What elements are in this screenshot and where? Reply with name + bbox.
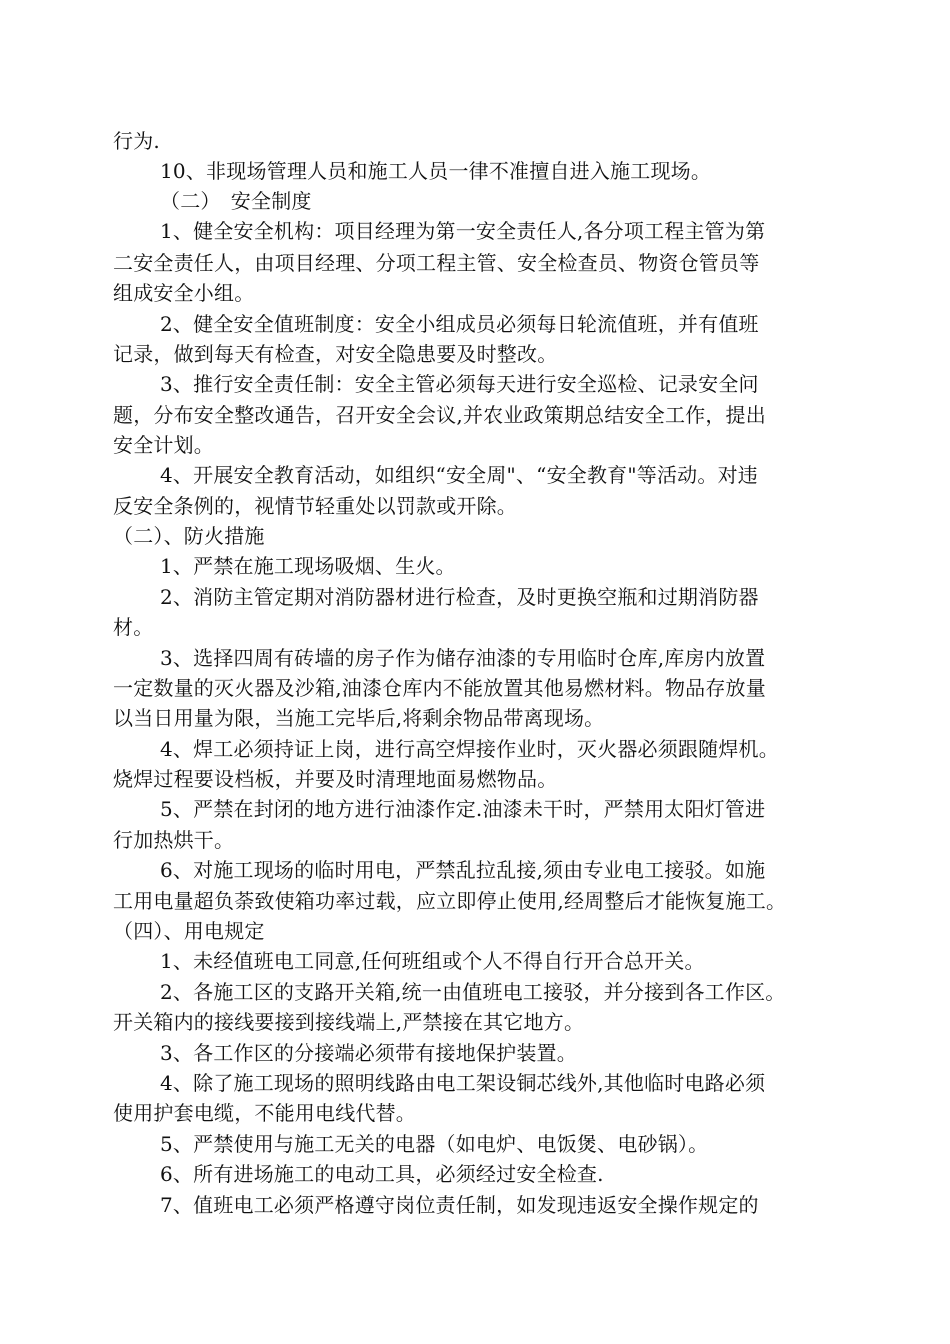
text-line: 2、各施工区的支路开关箱,统一由值班电工接驳，并分接到各工作区。 [160,980,786,1004]
text-line: 安全计划。 [113,433,214,457]
text-line: 4、开展安全教育活动，如组织“安全周"、“安全教育"等活动。对违 [160,463,758,487]
text-line: 2、消防主管定期对消防器材进行检查，及时更换空瓶和过期消防器 [160,585,759,609]
text-line: 材。 [113,615,154,639]
text-line: 4、除了施工现场的照明线路由电工架设铜芯线外,其他临时电路必须 [160,1071,766,1095]
text-line: 烧焊过程要设档板，并要及时清理地面易燃物品。 [113,767,558,791]
text-line: 使用护套电缆，不能用电线代替。 [113,1101,416,1125]
text-line: 一定数量的灭火器及沙箱,油漆仓库内不能放置其他易燃材料。物品存放量 [113,676,766,700]
text-line: 5、严禁在封闭的地方进行油漆作定.油漆未干时，严禁用太阳灯管进 [160,797,766,821]
text-line: 行加热烘干。 [113,828,235,852]
text-line: 组成安全小组。 [113,281,255,305]
text-line: 开关箱内的接线要接到接线端上,严禁接在其它地方。 [113,1010,585,1034]
text-line: 7、值班电工必须严格遵守岗位责任制，如发现违返安全操作规定的 [160,1193,759,1217]
text-line: 3、各工作区的分接端必须带有接地保护装置。 [160,1041,577,1065]
text-line: 6、对施工现场的临时用电，严禁乱拉乱接,须由专业电工接驳。如施 [160,858,766,882]
text-line: 2、健全安全值班制度：安全小组成员必须每日轮流值班，并有值班 [160,312,759,336]
text-line: 3、选择四周有砖墙的房子作为储存油漆的专用临时仓库,库房内放置 [160,646,766,670]
section-heading: （二） 安全制度 [160,189,312,213]
text-line: 5、严禁使用与施工无关的电器（如电炉、电饭煲、电砂锅）。 [160,1132,709,1156]
text-line: 行为. [113,129,160,153]
text-line: 4、焊工必须持证上岗，进行高空焊接作业时，灭火器必须跟随焊机。 [160,737,779,761]
text-line: 1、严禁在施工现场吸烟、生火。 [160,554,456,578]
text-line: 6、所有进场施工的电动工具，必须经过安全检查. [160,1162,604,1186]
section-heading: （四）、用电规定 [113,919,265,943]
text-line: 1、未经值班电工同意,任何班组或个人不得自行开合总开关。 [160,949,705,973]
text-line: 二安全责任人，由项目经理、分项工程主管、安全检查员、物资仓管员等 [113,251,760,275]
text-line: 1、健全安全机构：项目经理为第一安全责任人,各分项工程主管为第 [160,219,766,243]
text-line: 题，分布安全整改通告，召开安全会议,并农业政策期总结安全工作，提出 [113,403,766,427]
section-heading: （二）、防火措施 [113,524,265,548]
text-line: 10、非现场管理人员和施工人员一律不准擅自进入施工现场。 [160,159,712,183]
text-line: 以当日用量为限，当施工完毕后,将剩余物品带离现场。 [113,706,605,730]
text-line: 3、推行安全责任制：安全主管必须每天进行安全巡检、记录安全问 [160,372,759,396]
text-line: 反安全条例的，视情节轻重处以罚款或开除。 [113,494,517,518]
text-line: 记录，做到每天有检查，对安全隐患要及时整改。 [113,342,558,366]
text-line: 工用电量超负荼致使箱功率过载，应立即停止使用,经周整后才能恢复施工。 [113,889,787,913]
